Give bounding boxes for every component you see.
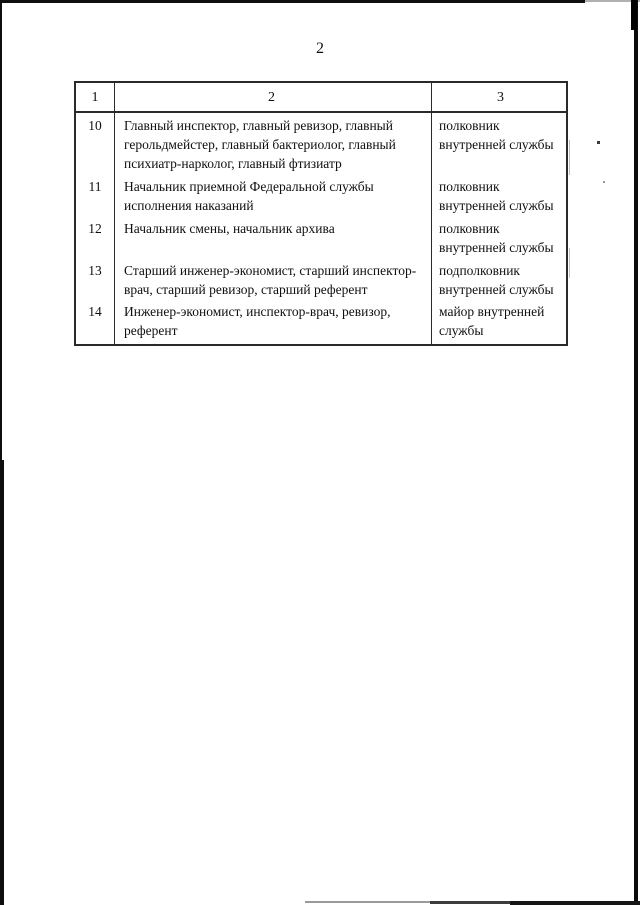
- scan-edge-bottom-black: [510, 901, 640, 905]
- position-cell: Главный инспектор, главный ревизор, главный герольдмейстер, главный бактериолог, главный психиатр-нарколог, главный фтизиатр: [115, 113, 432, 175]
- position-cell: Старший инженер-экономист, старший инспектор-врач, старший ревизор, старший референт: [115, 258, 432, 299]
- rank-cell: майор внутренней службы: [439, 304, 545, 338]
- page-number: 2: [316, 40, 324, 57]
- row-number-cell: 13: [76, 258, 115, 299]
- scan-speck: [597, 141, 600, 144]
- header-cell-col2: 2: [115, 83, 432, 111]
- table-row: [76, 299, 566, 344]
- scan-edge-bottom-dark: [430, 901, 510, 904]
- scan-edge-right: [634, 0, 638, 905]
- position-cell: Начальник приемной Федеральной службы исполнения наказаний: [115, 175, 432, 216]
- rank-cell: подполковник внутренней службы: [439, 263, 554, 297]
- header-cell-col1: 1: [76, 83, 115, 111]
- scan-speck: [603, 181, 605, 183]
- scan-edge-top: [0, 0, 585, 3]
- table-header-row: [76, 83, 566, 113]
- scan-edge-top-fade: [585, 0, 640, 2]
- row-number-cell: 11: [76, 175, 115, 216]
- position-cell: Инженер-экономист, инспектор-врач, ревизор, референт: [115, 299, 432, 344]
- row-number-cell: 12: [76, 216, 115, 258]
- scan-edge-left: [0, 0, 2, 905]
- scan-smudge: [569, 248, 570, 278]
- table-row: [76, 113, 566, 175]
- table-row: [76, 175, 566, 216]
- scan-edge-right-top-mark: [631, 0, 637, 30]
- row-number-cell: 10: [76, 113, 115, 175]
- rank-cell: полковник внутренней службы: [439, 221, 554, 255]
- scan-edge-left-lower: [0, 460, 4, 905]
- scan-smudge: [569, 140, 570, 175]
- rank-cell: полковник внутренней службы: [439, 118, 554, 152]
- ranks-table: [74, 81, 568, 346]
- scan-edge-bottom-gray: [305, 901, 430, 903]
- table-row: [76, 216, 566, 258]
- row-number-cell: 14: [76, 299, 115, 344]
- position-cell: Начальник смены, начальник архива: [115, 216, 432, 258]
- header-cell-col3: 3: [497, 90, 504, 105]
- rank-cell: полковник внутренней службы: [439, 179, 554, 213]
- table-row: [76, 258, 566, 299]
